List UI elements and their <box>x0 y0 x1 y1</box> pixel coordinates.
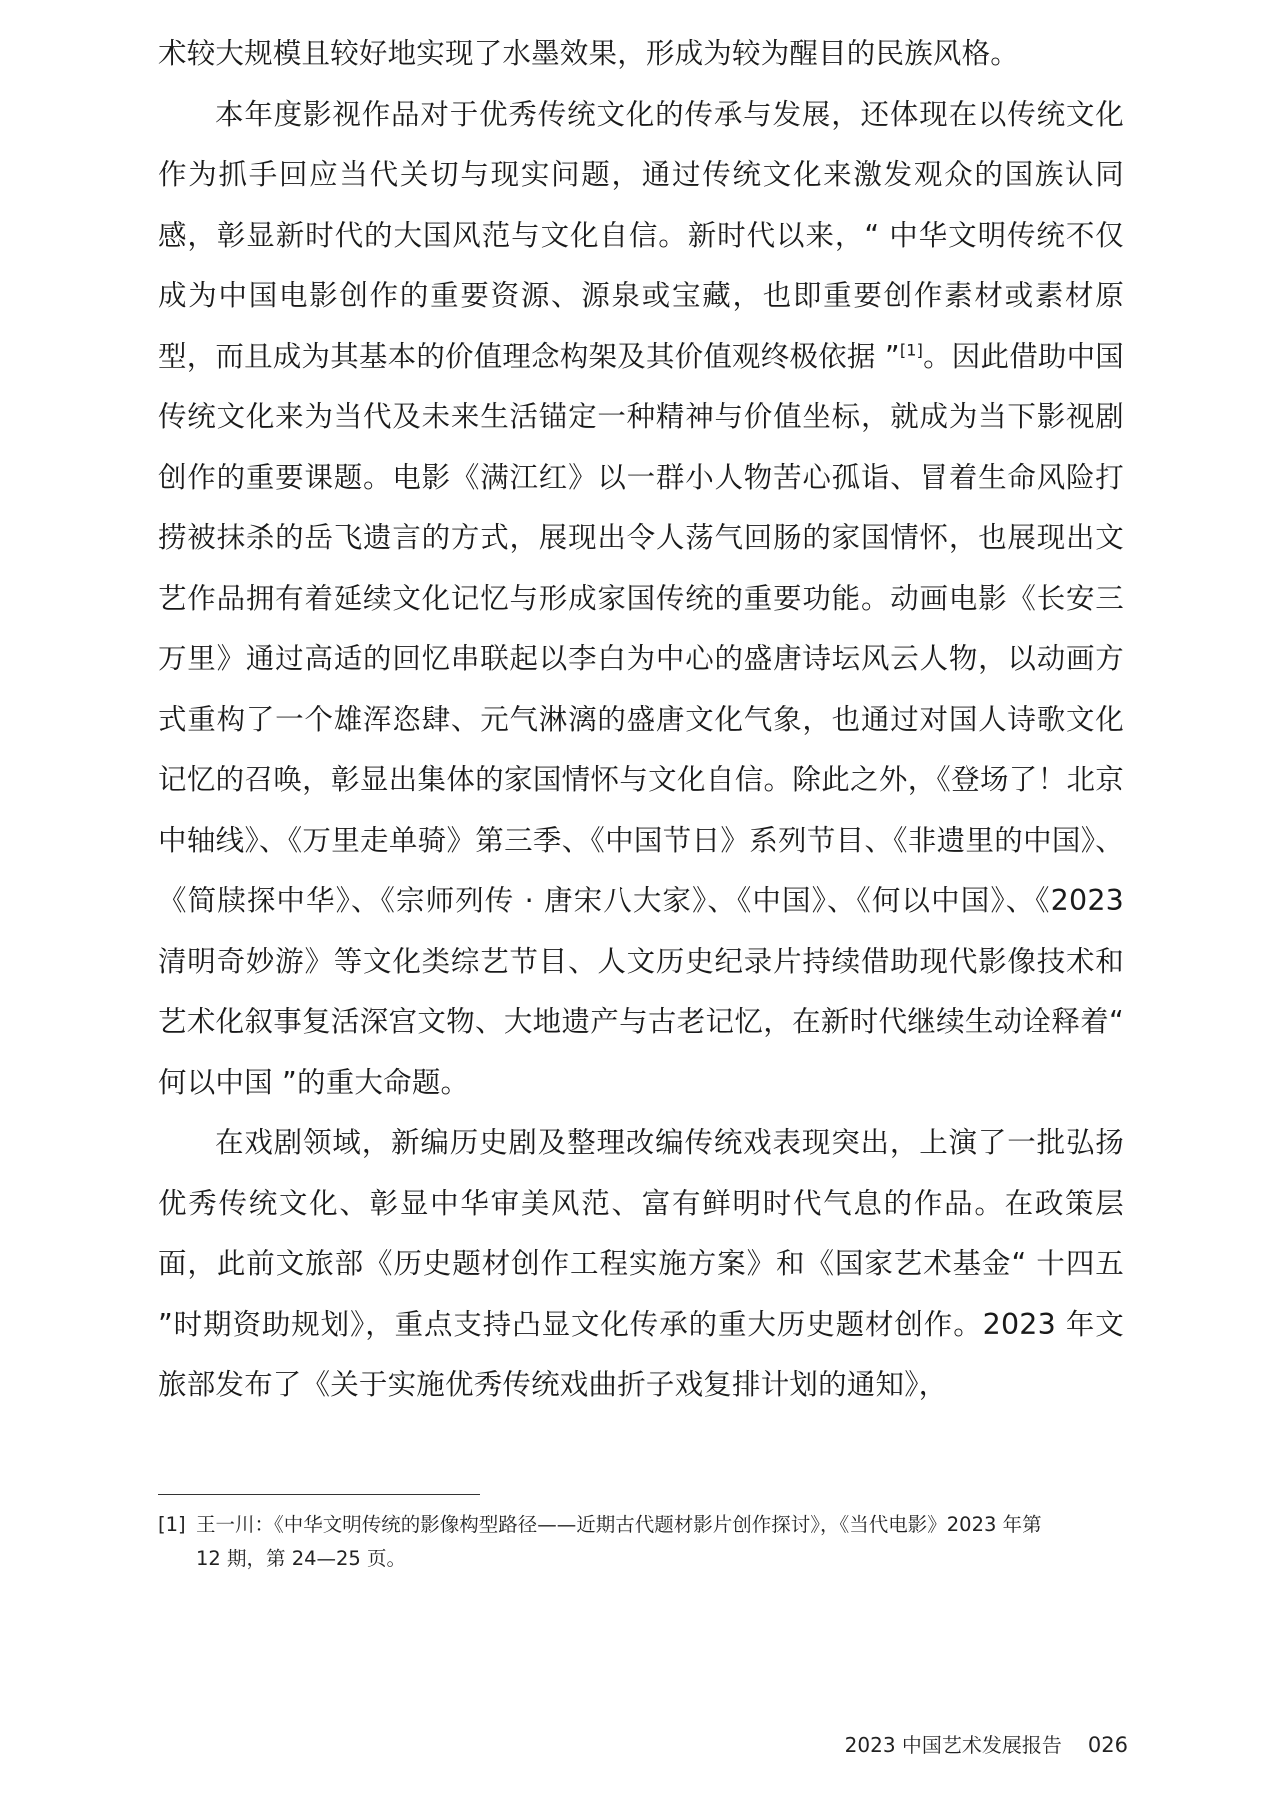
body-text <box>158 24 1124 1416</box>
footnote-mark: [1] <box>158 1513 186 1536</box>
footnote-line-2: 12 期，第 24—25 页。 <box>196 1547 407 1570</box>
footnote-reference[interactable]: [1] <box>899 340 924 359</box>
paragraph-1: 术较大规模且较好地实现了水墨效果，形成为较为醒目的民族风格。 <box>158 37 1020 70</box>
footnote <box>158 1508 1124 1576</box>
footnote-line-1 <box>158 1508 1124 1542</box>
page-number: 026 <box>1087 1733 1128 1757</box>
footer-title: 2023 中国艺术发展报告 <box>844 1733 1062 1757</box>
running-footer <box>845 1729 1128 1758</box>
footnote-divider <box>158 1494 480 1495</box>
paragraph-2-text-b: 。因此借助中国传统文化来为当代及未来生活锚定一种精神与价值坐标，就成为当下影视剧创作的重要课题。电影《满江红》以一群小人物苦心孤诣、冒着生命风险打捞被抹杀的岳飞遗言的方式，展现出令人荡气回肠的家国情怀，也展现出文艺作品拥有着延续文化记忆与形成家国传统的重要功能。动画电影《长安三万里》通过高适的回忆串联起以李白为中心的盛唐诗坛风云人物，以动画方式重构了一个雄浑恣肆、元气淋漓的盛唐文化气象，也通过对国人诗歌文化记忆的召唤，彰显出集体的家国情怀与文化自信。除此之外，《登场了！北京中轴线》、《万里走单骑》第三季、《中国节日》系列节目、《非遗里的中国》、《简牍探中华》、《宗师列传 · 唐宋八大家》、《中国》、《何以中国》、《2023 清明奇妙游》等文化类综艺节目、人文历史纪录片持续借助现代影像技术和艺术化叙事复活深宫文物、大地遗产与古老记忆，在新时代继续生动诠释着“ 何以中国 ”的重大命题。 <box>158 339 1124 1099</box>
paragraph-3: 在戏剧领域，新编历史剧及整理改编传统戏表现突出，上演了一批弘扬优秀传统文化、彰显中华审美风范、富有鲜明时代气息的作品。在政策层面，此前文旅部《历史题材创作工程实施方案》和《国家艺术基金“ 十四五 ”时期资助规划》，重点支持凸显文化传承的重大历史题材创作。2023 年文旅部发布了《关于实施优秀传统戏曲折子戏复排计划的通知》， <box>158 1126 1124 1401</box>
footnote-text-1: 王一川：《中华文明传统的影像构型路径——近期古代题材影片创作探讨》，《当代电影》2023 年第 <box>196 1513 1042 1536</box>
paragraph-2 <box>158 85 1124 1114</box>
paragraph-2-text-a: 本年度影视作品对于优秀传统文化的传承与发展，还体现在以传统文化作为抓手回应当代关切与现实问题，通过传统文化来激发观众的国族认同感，彰显新时代的大国风范与文化自信。新时代以来，“ 中华文明传统不仅成为中国电影创作的重要资源、源泉或宝藏，也即重要创作素材或素材原型，而且成为其基本的价值理念构架及其价值观终极依据 ” <box>158 97 1124 373</box>
